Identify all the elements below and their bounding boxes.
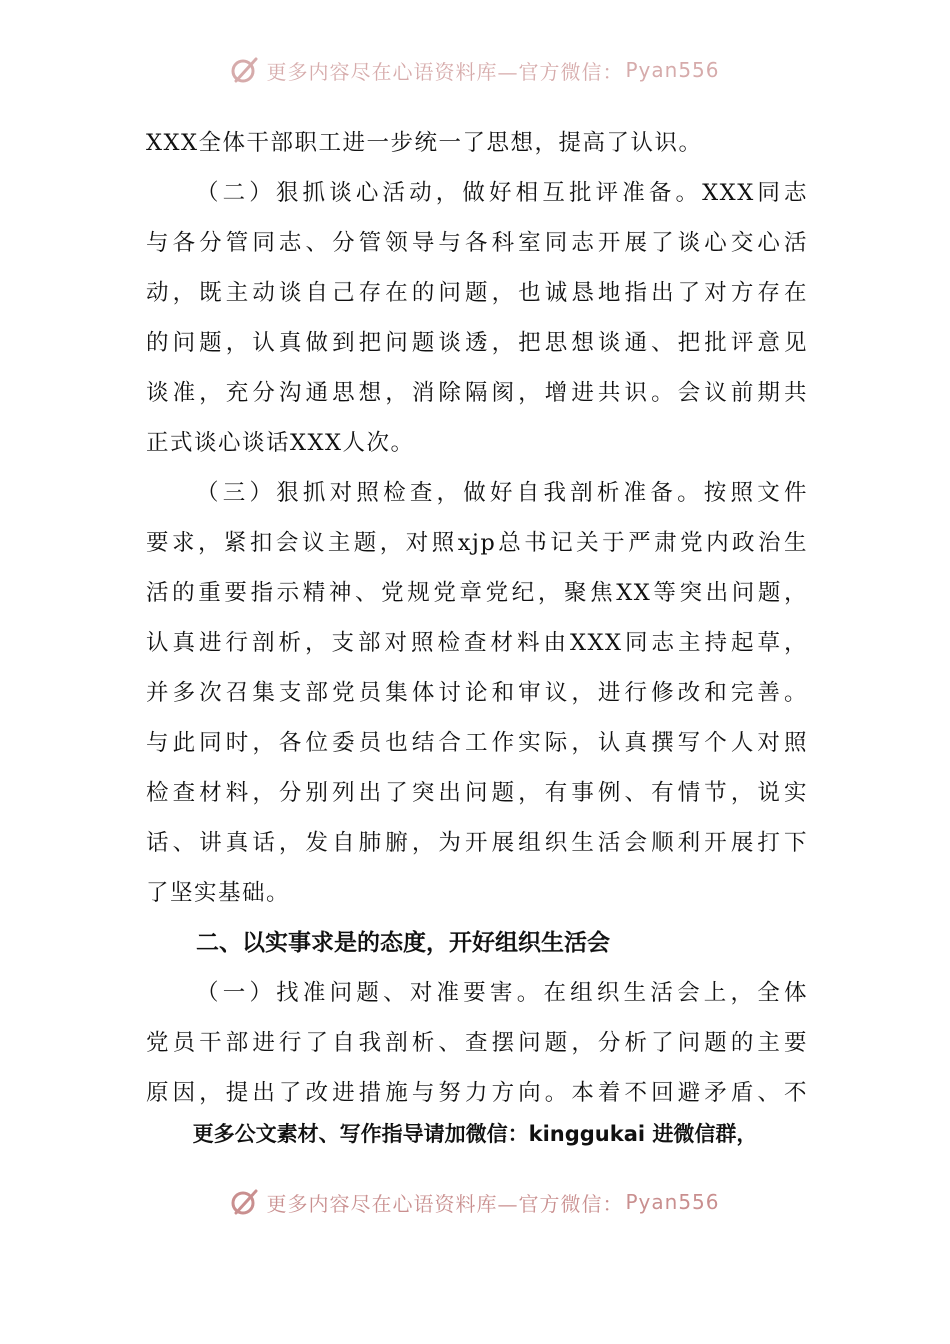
bottom-watermark bbox=[0, 1184, 950, 1220]
paragraph-line: 认真进行剖析，支部对照检查材料由XXX同志主持起草， bbox=[146, 630, 808, 656]
paragraph-line: XXX全体干部职工进一步统一了思想，提高了认识。 bbox=[146, 130, 703, 156]
brush-logo-icon bbox=[230, 1187, 260, 1217]
paragraph-line: 话、讲真话，发自肺腑，为开展组织生活会顺利开展打下 bbox=[146, 830, 808, 856]
paragraph-line: 的问题，认真做到把问题谈透，把思想谈通、把批评意见 bbox=[146, 330, 808, 356]
paragraph-line: （二）狠抓谈心活动，做好相互批评准备。XXX同志 bbox=[196, 180, 808, 206]
paragraph-line: 动，既主动谈自己存在的问题，也诚恳地指出了对方存在 bbox=[146, 280, 808, 306]
paragraph-line: 正式谈心谈话XXX人次。 bbox=[146, 430, 415, 456]
paragraph-line: 检查材料，分别列出了突出问题，有事例、有情节，说实 bbox=[146, 780, 808, 806]
paragraph-line: 与各分管同志、分管领导与各科室同志开展了谈心交心活 bbox=[146, 230, 808, 256]
paragraph-line: （三）狠抓对照检查，做好自我剖析准备。按照文件 bbox=[196, 480, 808, 506]
watermark-text: 更多内容尽在心语资料库—官方微信： bbox=[266, 59, 624, 84]
promo-text: 更多公文素材、写作指导请加微信：kinggukai 进微信群， bbox=[192, 1122, 758, 1146]
paragraph-line: 要求，紧扣会议主题，对照xjp总书记关于严肃党内政治生 bbox=[146, 530, 808, 556]
paragraph-line: （一）找准问题、对准要害。在组织生活会上，全体 bbox=[196, 980, 808, 1006]
top-watermark bbox=[0, 52, 950, 88]
paragraph-line: 并多次召集支部党员集体讨论和审议，进行修改和完善。 bbox=[146, 680, 808, 706]
paragraph-line: 与此同时，各位委员也结合工作实际，认真撰写个人对照 bbox=[146, 730, 808, 756]
section-heading: 二、以实事求是的态度，开好组织生活会 bbox=[196, 930, 610, 956]
watermark-wechat-id: Pyan556 bbox=[625, 58, 720, 82]
paragraph-line: 谈准，充分沟通思想，消除隔阂，增进共识。会议前期共 bbox=[146, 380, 808, 406]
brush-logo-icon bbox=[230, 55, 260, 85]
watermark-text: 更多内容尽在心语资料库—官方微信： bbox=[266, 1191, 624, 1216]
paragraph-line: 原因，提出了改进措施与努力方向。本着不回避矛盾、不 bbox=[146, 1080, 808, 1106]
paragraph-line: 党员干部进行了自我剖析、查摆问题，分析了问题的主要 bbox=[146, 1030, 808, 1056]
paragraph-line: 了坚实基础。 bbox=[146, 880, 291, 906]
paragraph-line: 活的重要指示精神、党规党章党纪，聚焦XX等突出问题， bbox=[146, 580, 808, 606]
watermark-wechat-id: Pyan556 bbox=[625, 1190, 720, 1214]
document-body bbox=[146, 118, 808, 1118]
